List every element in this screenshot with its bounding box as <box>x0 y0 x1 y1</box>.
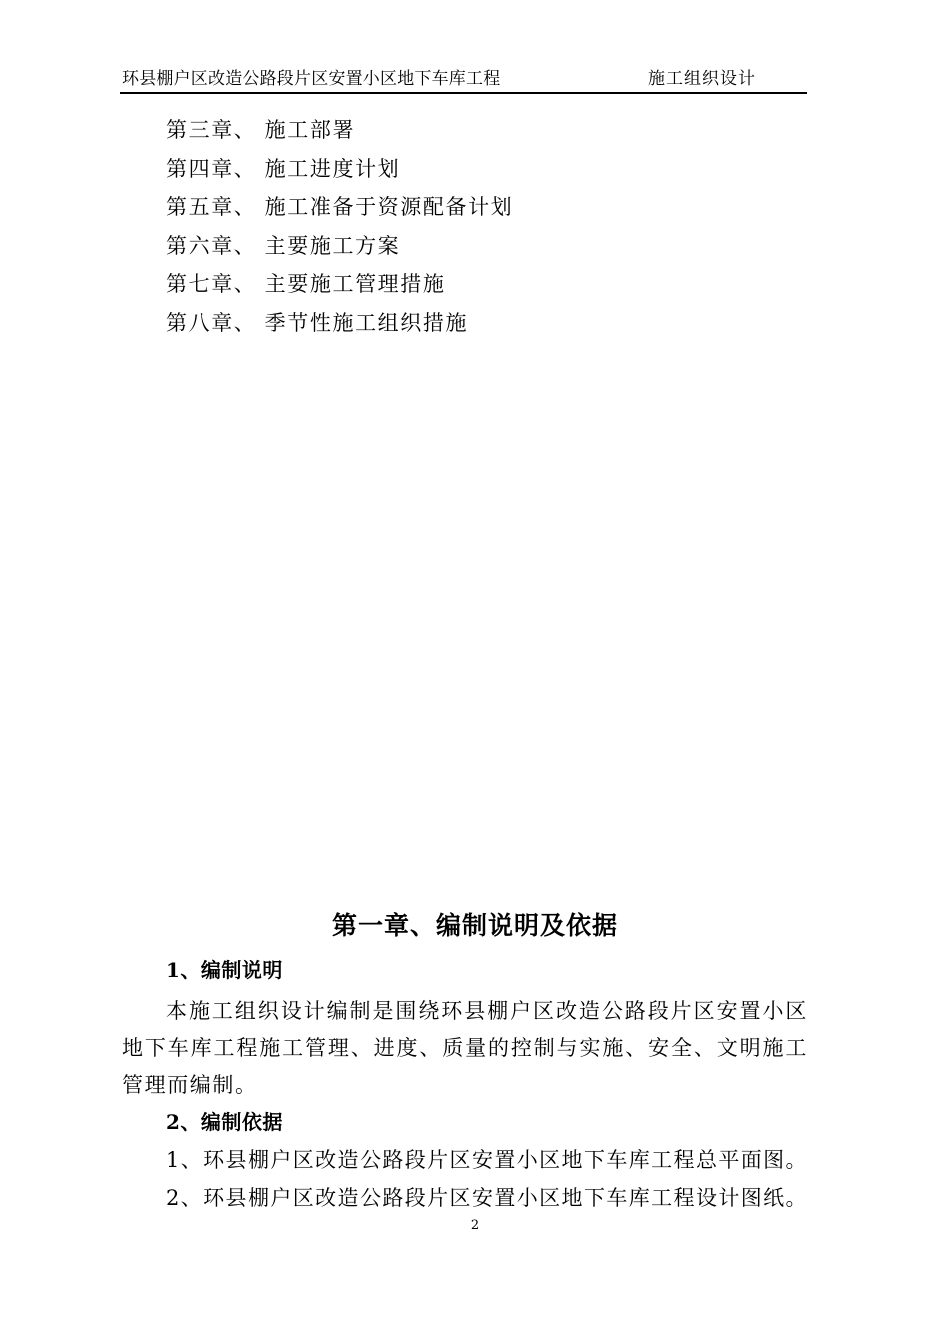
toc-item: 第四章、 施工进度计划 <box>166 156 401 181</box>
compilation-note-paragraph: 本施工组织设计编制是围绕环县棚户区改造公路段片区安置小区地下车库工程施工管理、进度、质量的控制与实施、安全、文明施工管理而编制。 <box>122 999 808 1097</box>
basis-item: 1、环县棚户区改造公路段片区安置小区地下车库工程总平面图。 <box>166 1148 808 1172</box>
page-number: 2 <box>470 1218 480 1233</box>
basis-item: 2、环县棚户区改造公路段片区安置小区地下车库工程设计图纸。 <box>166 1186 808 1210</box>
toc-item: 第五章、 施工准备于资源配备计划 <box>166 195 514 219</box>
table-of-contents <box>166 111 513 342</box>
toc-item: 第八章、 季节性施工组织措施 <box>166 310 469 335</box>
toc-item: 第三章、 施工部署 <box>166 118 356 142</box>
toc-item: 第七章、 主要施工管理措施 <box>166 272 446 296</box>
section-heading-compilation-basis: 2、编制依据 <box>166 1110 283 1134</box>
section-heading-compilation-note: 1、编制说明 <box>166 958 283 982</box>
header-project-title: 环县棚户区改造公路段片区安置小区地下车库工程 <box>122 69 501 89</box>
page-header <box>120 66 807 94</box>
header-document-type: 施工组织设计 <box>648 69 756 89</box>
chapter-title: 第一章、编制说明及依据 <box>331 911 618 940</box>
toc-item: 第六章、 主要施工方案 <box>166 233 401 258</box>
